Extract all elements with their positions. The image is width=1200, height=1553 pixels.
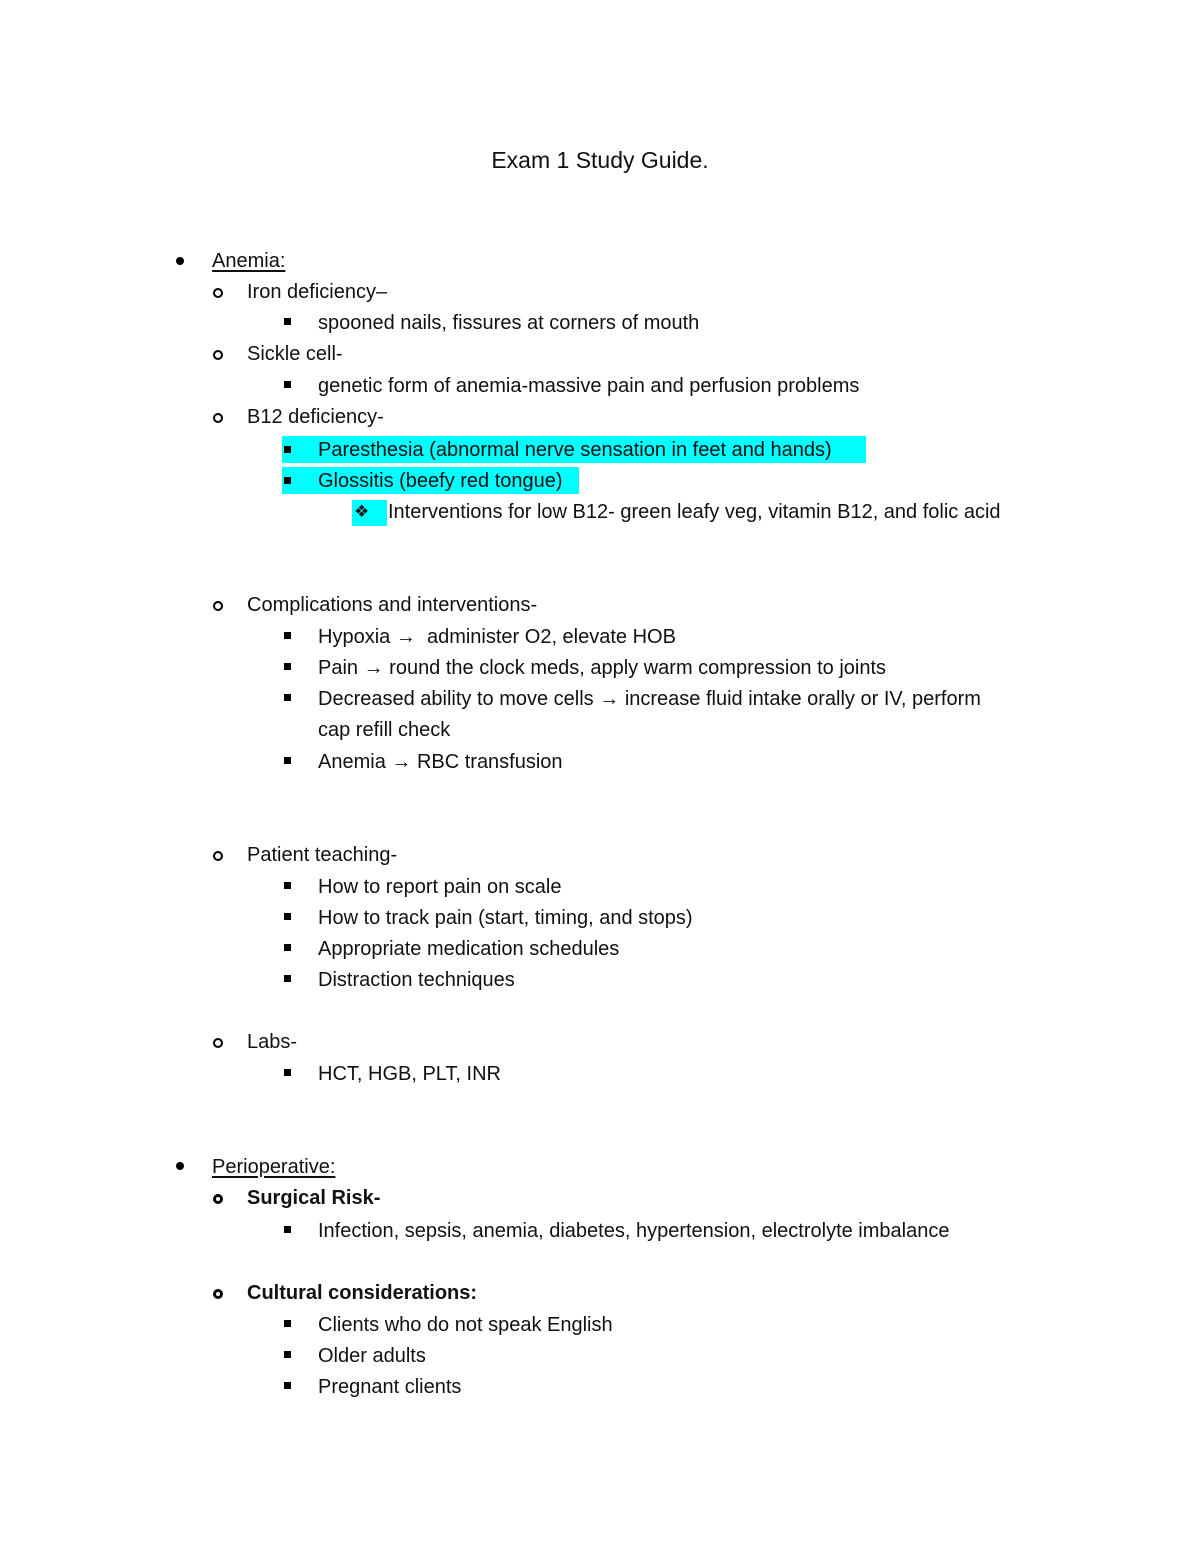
arrow-right-icon: → [599,688,620,710]
square-bullet-icon [284,1351,291,1358]
square-bullet-icon [284,477,291,484]
problem: Anemia [318,751,386,773]
teaching-item: Distraction techniques [318,969,515,991]
hollow-bullet-icon [213,350,223,360]
arrow-right-icon: → [391,751,412,773]
hollow-bullet-icon [213,413,223,423]
problem: Decreased ability to move cells [318,688,594,710]
intervention: increase fluid intake orally or IV, perform [624,688,981,710]
item-complications: Complications and interventions- [247,594,538,616]
complication-cells [318,687,981,711]
complication-anemia [318,750,563,774]
hollow-bullet-icon [213,601,223,611]
complication-cells-continued: cap refill check [318,719,451,741]
complication-hypoxia [318,625,676,649]
square-bullet-icon [284,1226,291,1233]
item-b12-deficiency: B12 deficiency- [247,406,384,428]
diamond-bullet-icon: ❖ [354,502,370,521]
square-bullet-icon [284,1069,291,1076]
item-patient-teaching: Patient teaching- [247,844,398,866]
square-bullet-icon [284,1382,291,1389]
bullet-icon [176,1162,184,1170]
item-sickle-cell: Sickle cell- [247,343,343,365]
hollow-bullet-icon [213,1038,223,1048]
cultural-item: Older adults [318,1345,426,1367]
square-bullet-icon [284,882,291,889]
square-bullet-icon [284,944,291,951]
section-heading-perioperative: Perioperative: [212,1156,336,1178]
hollow-bullet-icon [213,288,223,298]
square-bullet-icon [284,446,291,453]
square-bullet-icon [284,913,291,920]
hollow-bullet-icon [213,851,223,861]
item-surgical-risk: Surgical Risk- [247,1187,381,1209]
hollow-bullet-icon [213,1289,223,1299]
page-title: Exam 1 Study Guide. [491,147,709,173]
detail-b12-interventions: Interventions for low B12- green leafy veg, vitamin B12, and folic acid [388,501,1001,523]
bullet-icon [176,257,184,265]
complication-pain [318,656,886,680]
square-bullet-icon [284,1320,291,1327]
teaching-item: How to report pain on scale [318,876,562,898]
detail-paresthesia: Paresthesia (abnormal nerve sensation in feet and hands) [318,439,832,461]
square-bullet-icon [284,757,291,764]
teaching-item: How to track pain (start, timing, and stops) [318,907,693,929]
item-cultural-considerations: Cultural considerations: [247,1282,478,1304]
risk-item: Infection, sepsis, anemia, diabetes, hypertension, electrolyte imbalance [318,1220,950,1242]
problem: Pain [318,657,359,679]
detail-iron: spooned nails, fissures at corners of mouth [318,312,700,334]
square-bullet-icon [284,318,291,325]
arrow-right-icon: → [363,657,384,679]
hollow-bullet-icon [213,1194,223,1204]
square-bullet-icon [284,663,291,670]
teaching-item: Appropriate medication schedules [318,938,620,960]
cultural-item: Clients who do not speak English [318,1314,613,1336]
intervention: RBC transfusion [416,751,563,773]
cultural-item: Pregnant clients [318,1376,462,1398]
labs-item: HCT, HGB, PLT, INR [318,1063,501,1085]
intervention: round the clock meds, apply warm compression to joints [389,657,887,679]
detail-glossitis: Glossitis (beefy red tongue) [318,470,563,492]
item-labs: Labs- [247,1031,298,1053]
intervention: administer O2, elevate HOB [426,626,676,648]
square-bullet-icon [284,632,291,639]
arrow-right-icon: → [395,626,416,648]
section-heading-anemia: Anemia: [212,250,286,272]
item-iron-deficiency: Iron deficiency– [247,281,388,303]
detail-sickle: genetic form of anemia-massive pain and perfusion problems [318,375,860,397]
square-bullet-icon [284,381,291,388]
square-bullet-icon [284,694,291,701]
square-bullet-icon [284,975,291,982]
problem: Hypoxia [318,626,391,648]
